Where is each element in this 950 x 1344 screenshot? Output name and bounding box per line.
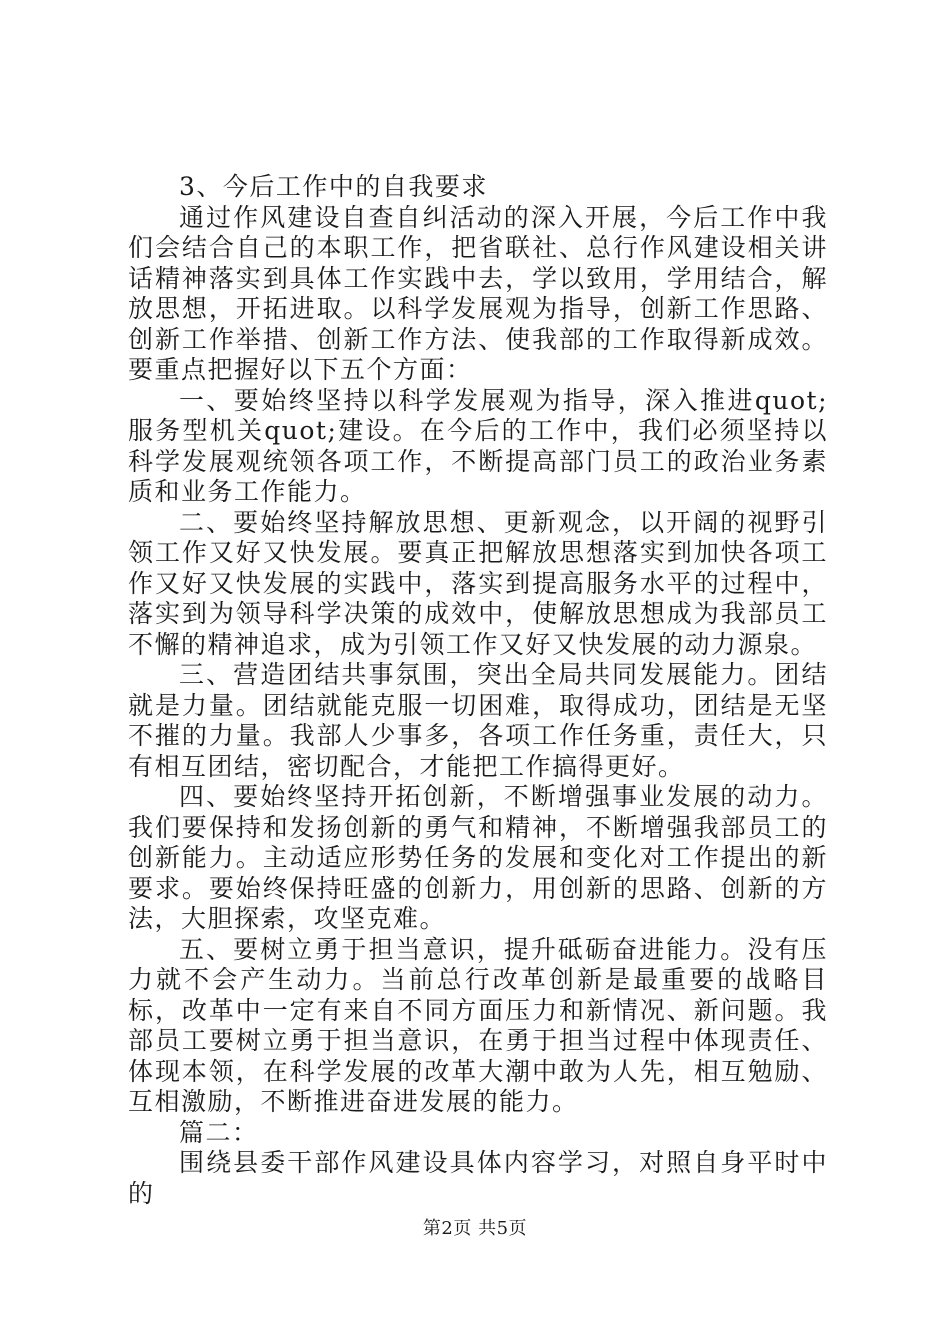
page-number-footer: 第2页 共5页 [422,1218,528,1239]
section-heading: 3、今后工作中的自我要求 [179,172,488,201]
point-five-paragraph: 五、要树立勇于担当意识，提升砥砺奋进能力。没有压力就不会产生动力。当前总行改革创新是最重要的战略目标，改革中一定有来自不同方面压力和新情况、新问题。我部员工要树立勇于担当意识，在勇于担当过程中体现责任、体现本领，在科学发展的改革大潮中敢为人先，相互勉励、互相激励，不断推进奋进发展的能力。 [128,934,828,1116]
point-four-paragraph: 四、要始终坚持开拓创新，不断增强事业发展的动力。我们要保持和发扬创新的勇气和精神，不断增强我部员工的创新能力。主动适应形势任务的发展和变化对工作提出的新要求。要始终保持旺盛的创新力，用创新的思路、创新的方法，大胆探索，攻坚克难。 [128,782,828,933]
part-two-heading: 篇二： [179,1117,259,1147]
document-body [128,172,828,1209]
point-one-paragraph: 一、要始终坚持以科学发展观为指导，深入推进quot;服务型机关quot;建设。在今后的工作中，我们必须坚持以科学发展观统领各项工作，不断提高部门员工的政治业务素质和业务工作能力。 [128,385,828,506]
point-three-paragraph: 三、营造团结共事氛围，突出全局共同发展能力。团结就是力量。团结就能克服一切困难，取得成功，团结是无坚不摧的力量。我部人少事多，各项工作任务重，责任大，只有相互团结，密切配合，才能把工作搞得更好。 [128,660,828,781]
point-two-paragraph: 二、要始终坚持解放思想、更新观念，以开阔的视野引领工作又好又快发展。要真正把解放思想落实到加快各项工作又好又快发展的实践中，落实到提高服务水平的过程中，落实到为领导科学决策的成效中，使解放思想成为我部员工不懈的精神追求，成为引领工作又好又快发展的动力源泉。 [128,507,828,659]
intro-paragraph: 通过作风建设自查自纠活动的深入开展，今后工作中我们会结合自己的本职工作，把省联社、总行作风建设相关讲话精神落实到具体工作实践中去，学以致用，学用结合，解放思想，开拓进取。以科学发展观为指导，创新工作思路、创新工作举措、创新工作方法、使我部的工作取得新成效。要重点把握好以下五个方面： [128,202,828,384]
part-two-first-line: 围绕县委干部作风建设具体内容学习，对照自身平时中的 [128,1148,828,1208]
